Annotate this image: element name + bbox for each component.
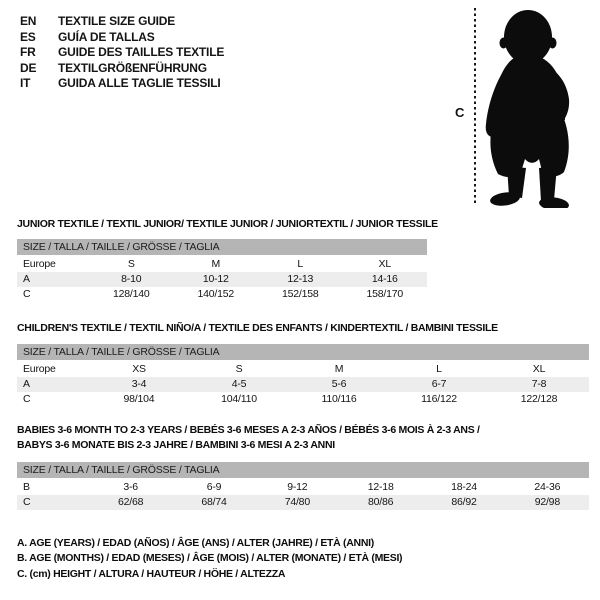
- babies-table-title: [17, 423, 480, 453]
- table-cell: 9-12: [287, 481, 308, 493]
- row-label: Europe: [23, 363, 56, 375]
- legend-footnotes: [17, 536, 402, 582]
- table-cell: 12-18: [367, 481, 394, 493]
- table-cell: S: [235, 363, 243, 375]
- table-cell: 98/104: [123, 393, 155, 405]
- row-label: C: [23, 393, 31, 405]
- table-cell: 110/116: [321, 393, 357, 405]
- title-line: BABIES 3-6 MONTH TO 2-3 YEARS / BEBÉS 3-6 MESES A 2-3 AÑOS / BÉBÉS 3-6 MOIS À 2-3 ANS /: [17, 424, 480, 436]
- height-dashed-line: [474, 8, 476, 206]
- table-cell: 6-7: [431, 378, 447, 390]
- table-cell: M: [334, 363, 344, 375]
- children-size-table: [17, 344, 589, 407]
- table-cell: 68/74: [201, 496, 227, 508]
- table-cell: XS: [132, 363, 146, 375]
- guide-title-it: GUIDA ALLE TAGLIE TESSILI: [58, 76, 221, 91]
- title-line: BABYS 3-6 MONATE BIS 2-3 JAHRE / BAMBINI 3-6 MESI A 2-3 ANNI: [17, 439, 335, 451]
- table-cell: 18-24: [451, 481, 477, 493]
- language-row-es: [20, 30, 224, 46]
- table-cell: L: [297, 258, 304, 270]
- table-row-height-cm: [17, 392, 589, 407]
- table-cell: 7-8: [531, 378, 547, 390]
- table-cell: 5-6: [331, 378, 347, 390]
- children-table-title: [17, 321, 498, 336]
- footnote-height: C. (cm) HEIGHT / ALTURA / HAUTEUR / HÖHE / ALTEZZA: [17, 567, 286, 580]
- junior-size-table: [17, 239, 427, 302]
- row-label: C: [23, 496, 31, 508]
- table-body: [17, 257, 427, 302]
- language-code: ES: [20, 29, 36, 44]
- table-row-height-cm: [17, 495, 589, 510]
- title-line: CHILDREN'S TEXTILE / TEXTIL NIÑO/A / TEXTILE DES ENFANTS / KINDERTEXTIL / BAMBINI TESSILE: [17, 322, 498, 334]
- table-cell: 152/158: [281, 288, 319, 300]
- table-cell: 8-10: [121, 273, 142, 285]
- table-cell: 3-6: [123, 481, 138, 493]
- table-cell: M: [211, 258, 221, 270]
- language-row-en: [20, 14, 224, 30]
- height-marker-label: C: [455, 105, 465, 120]
- table-cell: 92/98: [534, 496, 560, 508]
- size-header-bar: SIZE / TALLA / TAILLE / GRÖSSE / TAGLIA: [17, 344, 589, 360]
- table-body: [17, 480, 589, 510]
- language-code: DE: [20, 60, 37, 75]
- junior-table-title: [17, 217, 438, 232]
- language-row-it: [20, 76, 224, 92]
- table-cell: 12-13: [287, 273, 314, 285]
- babies-size-table: [17, 462, 589, 510]
- table-cell: L: [436, 363, 442, 375]
- table-cell: S: [127, 258, 135, 270]
- language-code: IT: [20, 76, 31, 91]
- row-label: B: [23, 481, 30, 493]
- table-row-europe: [17, 362, 589, 377]
- table-cell: 104/110: [221, 393, 257, 405]
- table-cell: 24-36: [534, 481, 561, 493]
- language-row-de: [20, 61, 224, 77]
- language-list: [20, 14, 224, 92]
- row-label: A: [23, 378, 30, 390]
- language-row-fr: [20, 45, 224, 61]
- table-row-height-cm: [17, 287, 427, 302]
- table-cell: 128/140: [112, 288, 150, 300]
- size-header-bar: SIZE / TALLA / TAILLE / GRÖSSE / TAGLIA: [17, 462, 589, 478]
- table-cell: 158/170: [366, 288, 404, 300]
- table-row-europe: [17, 257, 427, 272]
- row-label: A: [23, 273, 30, 285]
- table-cell: 4-5: [231, 378, 247, 390]
- language-code: FR: [20, 45, 36, 60]
- table-cell: 6-9: [206, 481, 222, 493]
- title-line: JUNIOR TEXTILE / TEXTIL JUNIOR/ TEXTILE JUNIOR / JUNIORTEXTIL / JUNIOR TESSILE: [17, 218, 438, 230]
- footnote-age-months: B. AGE (MONTHS) / EDAD (MESES) / ÂGE (MOIS) / ALTER (MONATE) / ETÀ (MESI): [17, 552, 403, 565]
- table-cell: 122/128: [520, 393, 558, 405]
- baby-silhouette-icon: [481, 8, 573, 208]
- table-cell: XL: [378, 258, 391, 270]
- row-label: Europe: [23, 258, 56, 270]
- table-cell: 10-12: [202, 273, 229, 285]
- table-cell: 3-4: [131, 378, 147, 390]
- row-label: C: [23, 288, 31, 300]
- table-row-age-months: [17, 480, 589, 495]
- table-cell: 86/92: [451, 496, 477, 508]
- guide-title-en: TEXTILE SIZE GUIDE: [58, 14, 176, 28]
- table-row-age-years: [17, 377, 589, 392]
- size-header-bar: SIZE / TALLA / TAILLE / GRÖSSE / TAGLIA: [17, 239, 427, 255]
- guide-title-fr: GUIDE DES TAILLES TEXTILE: [58, 45, 225, 60]
- table-cell: 80/86: [368, 496, 394, 508]
- footnote-age-years: A. AGE (YEARS) / EDAD (AÑOS) / ÂGE (ANS) / ALTER (JAHRE) / ETÀ (ANNI): [17, 537, 374, 549]
- table-cell: 140/152: [197, 288, 235, 300]
- guide-title-es: GUÍA DE TALLAS: [58, 29, 155, 44]
- table-cell: 116/122: [421, 393, 457, 405]
- table-cell: 62/68: [118, 496, 144, 508]
- language-code: EN: [20, 14, 37, 28]
- table-cell: XL: [532, 363, 546, 375]
- table-cell: 74/80: [284, 496, 310, 508]
- table-cell: 14-16: [371, 273, 398, 285]
- guide-title-de: TEXTILGRÖßENFÜHRUNG: [58, 60, 207, 75]
- table-row-age-years: [17, 272, 427, 287]
- table-body: [17, 362, 589, 407]
